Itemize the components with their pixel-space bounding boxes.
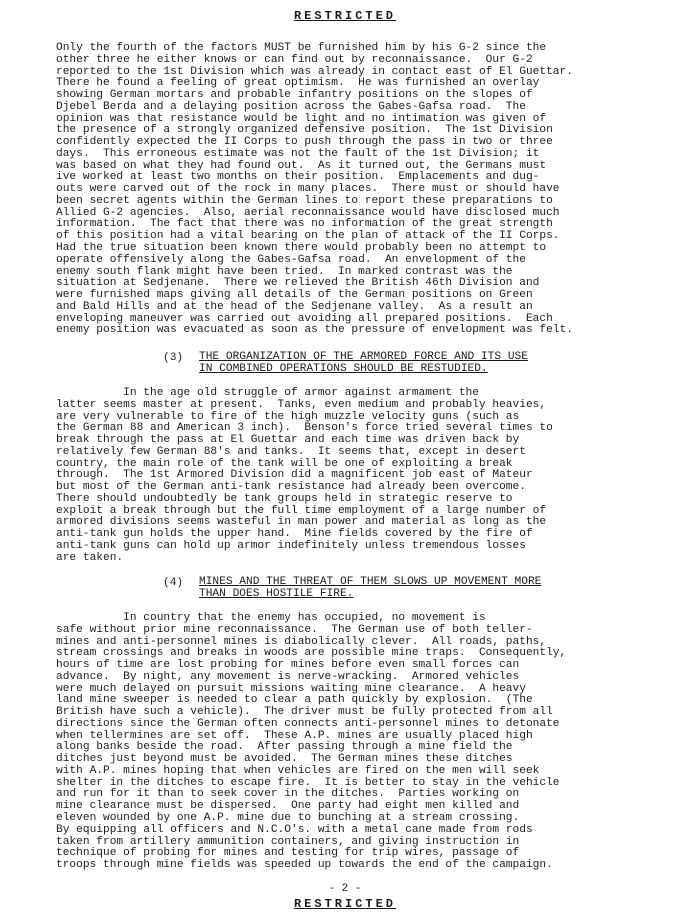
text-line: Only the fourth of the factors MUST be furnished him by his G-2 since the [56, 42, 547, 54]
section-3-number: (3) [163, 352, 184, 364]
text-line: information. The fact that there was no information of the great strength [56, 218, 553, 231]
text-line: country, the main role of the tank will be one of exploiting a break [56, 457, 513, 470]
text-line: days. This erroneous estimate was not the fault of the 1st Division; it [56, 147, 540, 160]
text-line: situation at Sedjenane. There we relieved the British 46th Division and [56, 277, 540, 290]
text-line: advance. By night, any movement is nerve-wracking. Armored vehicles [56, 670, 520, 683]
text-line: armored divisions seems wasteful in man power and material as long as the [56, 516, 547, 529]
text-line: hours of time are lost probing for mines before even small forces can [56, 659, 520, 672]
section-4-heading [199, 577, 541, 601]
text-line: showing German mortars and probable infantry positions on the slopes of [56, 89, 533, 102]
text-line: By equipping all officers and N.C.O's. with a metal cane made from rods [56, 823, 533, 836]
text-line: opinion was that resistance would be light and no intimation was given of [56, 112, 547, 125]
text-line: through. The 1st Armored Division did a magnificent job east of Mateur [56, 469, 533, 482]
section-3-heading [199, 352, 528, 376]
heading-line: MINES AND THE THREAT OF THEM SLOWS UP MOVEMENT MORE [199, 576, 542, 588]
security-marking-bottom: RESTRICTED [293, 897, 396, 911]
text-line: technique of probing for mines and testing for trip wires, passage of [56, 847, 520, 860]
text-line: are very vulnerable to fire of the high muzzle velocity guns (such as [56, 410, 520, 423]
section-4-body [56, 613, 668, 872]
text-line: latter seems master at present. Tanks, even medium and probably heavies, [56, 398, 547, 411]
text-line: mine clearance must be dispersed. One party had eight men killed and [56, 800, 520, 813]
text-line: taken from artillery ammunition containers, and giving instruction in [56, 835, 520, 848]
text-line: enemy position was evacuated as soon as the pressure of envelopment was felt. [56, 324, 573, 337]
text-line: safe without prior mine reconnaissance. The German use of both teller- [56, 623, 533, 636]
text-line: along banks beside the road. After passing through a mine field the [56, 741, 513, 754]
text-line: when tellermines are set off. These A.P. mines are usually placed high [56, 729, 533, 742]
text-line: outs were carved out of the rock in many places. There must or should have [56, 183, 560, 196]
text-line: stream crossings and breaks in woods are possible mine traps. Consequently, [56, 647, 567, 660]
heading-line: THAN DOES HOSTILE FIRE. [199, 587, 354, 600]
text-line: There he found a feeling of great optimism. He was furnished an overlay [56, 77, 540, 90]
text-line: eleven wounded by one A.P. mine due to bunching at a stream crossing. [56, 812, 520, 825]
text-line: with A.P. mines hoping that when vehicles are fired on the men will seek [56, 764, 540, 777]
text-line: break through the pass at El Guettar and each time was driven back by [56, 434, 520, 447]
text-line: There should undoubtedly be tank groups held in strategic reserve to [56, 492, 513, 505]
text-line: confidently expected the II Corps to push through the pass in two or three [56, 136, 553, 149]
text-line: were furnished maps giving all details of the German positions on Green [56, 289, 533, 302]
text-line: ive worked at least two months on their position. Emplacements and dug- [56, 171, 540, 184]
heading-line: THE ORGANIZATION OF THE ARMORED FORCE AND ITS USE [199, 351, 528, 363]
text-line: troops through mine fields was speeded up towards the end of the campaign. [56, 859, 553, 872]
text-line: mines and anti-personnel mines is diabolically clever. All roads, paths, [56, 635, 547, 648]
text-line: ditches just beyond must be avoided. The German mines these ditches [56, 753, 513, 766]
text-line: Had the true situation been known there would probably been no attempt to [56, 242, 547, 255]
page-number: - 2 - [328, 883, 362, 895]
text-line: were much delayed on pursuit missions waiting mine clearance. A heavy [56, 682, 526, 695]
text-line: Allied G-2 agencies. Also, aerial reconnaissance would have disclosed much [56, 206, 560, 219]
text-line: reported to the 1st Division which was already in contact east of El Guettar. [56, 65, 573, 78]
text-line: other three he either knows or can find out by reconnaissance. Our G-2 [56, 53, 533, 66]
text-line: been secret agents within the German lines to report these preparations to [56, 194, 553, 207]
text-line: anti-tank guns can hold up armor indefinitely unless tremendous losses [56, 539, 526, 552]
text-line: relatively few German 88's and tanks. It seems that, except in desert [56, 445, 526, 458]
text-line: shelter in the ditches to escape fire. It is better to stay in the vehicle [56, 776, 560, 789]
heading-line: IN COMBINED OPERATIONS SHOULD BE RESTUDIED. [199, 362, 488, 375]
text-line: and Bald Hills and at the head of the Sedjenane valley. As a result an [56, 300, 533, 313]
section-3-body [56, 388, 668, 564]
text-line: and run for it than to seek cover in the ditches. Parties working on [56, 788, 520, 801]
text-line: enemy south flank might have been tried. In marked contrast was the [56, 265, 513, 278]
text-line: are taken. [56, 551, 124, 564]
paragraph-1 [56, 43, 668, 337]
text-line: the presence of a strongly organized defensive position. The 1st Division [56, 124, 553, 137]
section-4-number: (4) [163, 577, 184, 589]
security-marking-top: RESTRICTED [293, 9, 396, 23]
text-line: was based on what they had found out. As it turned out, the Germans must [56, 159, 547, 172]
text-line: land mine sweeper is needed to clear a path quickly by explosion. (The [56, 694, 533, 707]
text-line: In the age old struggle of armor against armament the [56, 387, 479, 399]
text-line: the German 88 and American 3 inch). Benson's force tried several times to [56, 422, 553, 435]
text-line: of this position had a vital bearing on the plan of attack of the II Corps. [56, 230, 560, 243]
text-line: directions since the German often connects anti-personnel mines to detonate [56, 717, 560, 730]
text-line: exploit a break through but the full time employment of a large number of [56, 504, 547, 517]
text-line: enveloping maneuver was carried out avoiding all prepared positions. Each [56, 312, 553, 325]
text-line: operate offensively along the Gabes-Gafsa road. An envelopment of the [56, 253, 526, 266]
text-line: British have such a vehicle). The driver must be fully protected from all [56, 706, 553, 719]
text-line: but most of the German anti-tank resistance had already been overcome. [56, 481, 526, 494]
text-line: Djebel Berda and a delaying position across the Gabes-Gafsa road. The [56, 100, 526, 113]
text-line: In country that the enemy has occupied, no movement is [56, 612, 486, 624]
text-line: anti-tank gun holds the upper hand. Mine fields covered by the fire of [56, 528, 533, 541]
